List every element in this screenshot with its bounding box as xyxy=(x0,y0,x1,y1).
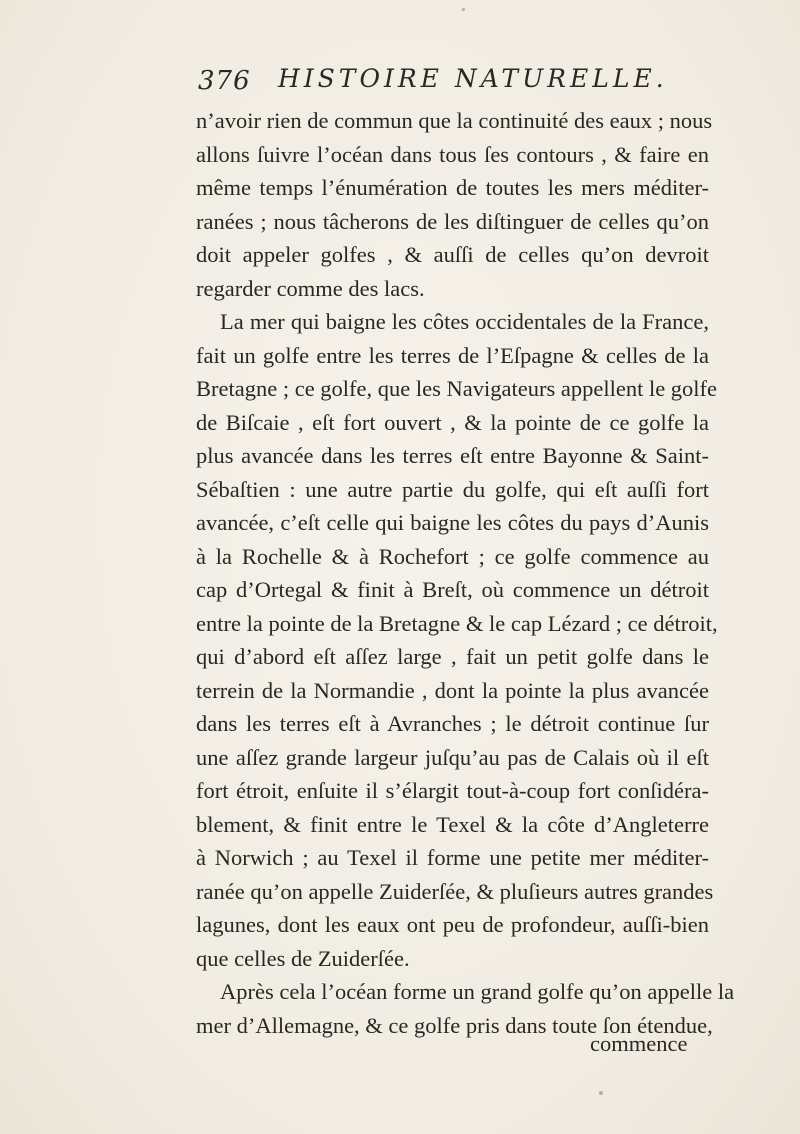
paper-speck xyxy=(599,1091,603,1095)
running-head xyxy=(198,64,668,98)
text-line: qui d’abord eſt aſſez large , fait un petit golfe dans le xyxy=(196,644,709,669)
text-line: cap d’Ortegal & finit à Breſt, où commence un détroit xyxy=(196,577,709,602)
text-line: ranée qu’on appelle Zuiderſée, & pluſieurs autres grandes xyxy=(196,878,714,904)
page-number: 376 xyxy=(198,66,251,96)
text-line: Bretagne ; ce golfe, que les Navigateurs appellent le golfe xyxy=(196,376,718,401)
text-line: à Norwich ; au Texel il forme une petite mer méditer- xyxy=(196,845,709,870)
text-line: entre la pointe de la Bretagne & le cap Lézard ; ce détroit, xyxy=(196,610,718,636)
text-line: lagunes, dont les eaux ont peu de profondeur, auſſi-bien xyxy=(196,912,709,937)
text-line: dans les terres eſt à Avranches ; le détroit continue ſur xyxy=(196,711,709,736)
text-line: à la Rochelle & à Rochefort ; ce golfe commence au xyxy=(196,543,709,569)
page-title: HISTOIRE NATURELLE. xyxy=(278,64,668,93)
text-line: une aſſez grande largeur juſqu’au pas de Calais où il eſt xyxy=(196,744,709,770)
text-line: Sébaſtien : une autre partie du golfe, qui eſt auſſi fort xyxy=(196,476,709,502)
catchword: commence xyxy=(590,1031,688,1056)
text-line: allons ſuivre l’océan dans tous ſes contours , & faire en xyxy=(196,141,709,167)
text-line: La mer qui baigne les côtes occidentales de la France, xyxy=(220,309,709,334)
text-line: regarder comme des lacs. xyxy=(196,275,425,301)
paper-speck xyxy=(462,8,465,11)
text-line: Après cela l’océan forme un grand golfe qu’on appelle la xyxy=(220,979,735,1004)
text-line: avancée, c’eſt celle qui baigne les côtes du pays d’Aunis xyxy=(196,510,709,535)
text-line: ranées ; nous tâcherons de les diſtinguer de celles qu’on xyxy=(196,208,709,234)
text-line: blement, & finit entre le Texel & la côte d’Angleterre xyxy=(196,811,709,837)
text-line: même temps l’énumération de toutes les mers méditer- xyxy=(196,175,709,200)
body-text xyxy=(196,104,735,1042)
text-line: plus avancée dans les terres eſt entre Bayonne & Saint- xyxy=(196,443,709,468)
text-line: n’avoir rien de commun que la continuité des eaux ; nous xyxy=(196,108,713,133)
text-line: doit appeler golfes , & auſſi de celles qu’on devroit xyxy=(196,242,709,267)
text-line: que celles de Zuiderſée. xyxy=(196,945,410,971)
text-line: fort étroit, enſuite il s’élargit tout-à-coup fort conſidéra- xyxy=(196,778,709,803)
text-line: de Biſcaie , eſt fort ouvert , & la pointe de ce golfe la xyxy=(196,409,709,435)
text-line: fait un golfe entre les terres de l’Eſpagne & celles de la xyxy=(196,342,709,368)
text-line: terrein de la Normandie , dont la pointe la plus avancée xyxy=(196,677,709,703)
text-line: mer d’Allemagne, & ce golfe pris dans toute ſon étendue, xyxy=(196,1012,713,1038)
